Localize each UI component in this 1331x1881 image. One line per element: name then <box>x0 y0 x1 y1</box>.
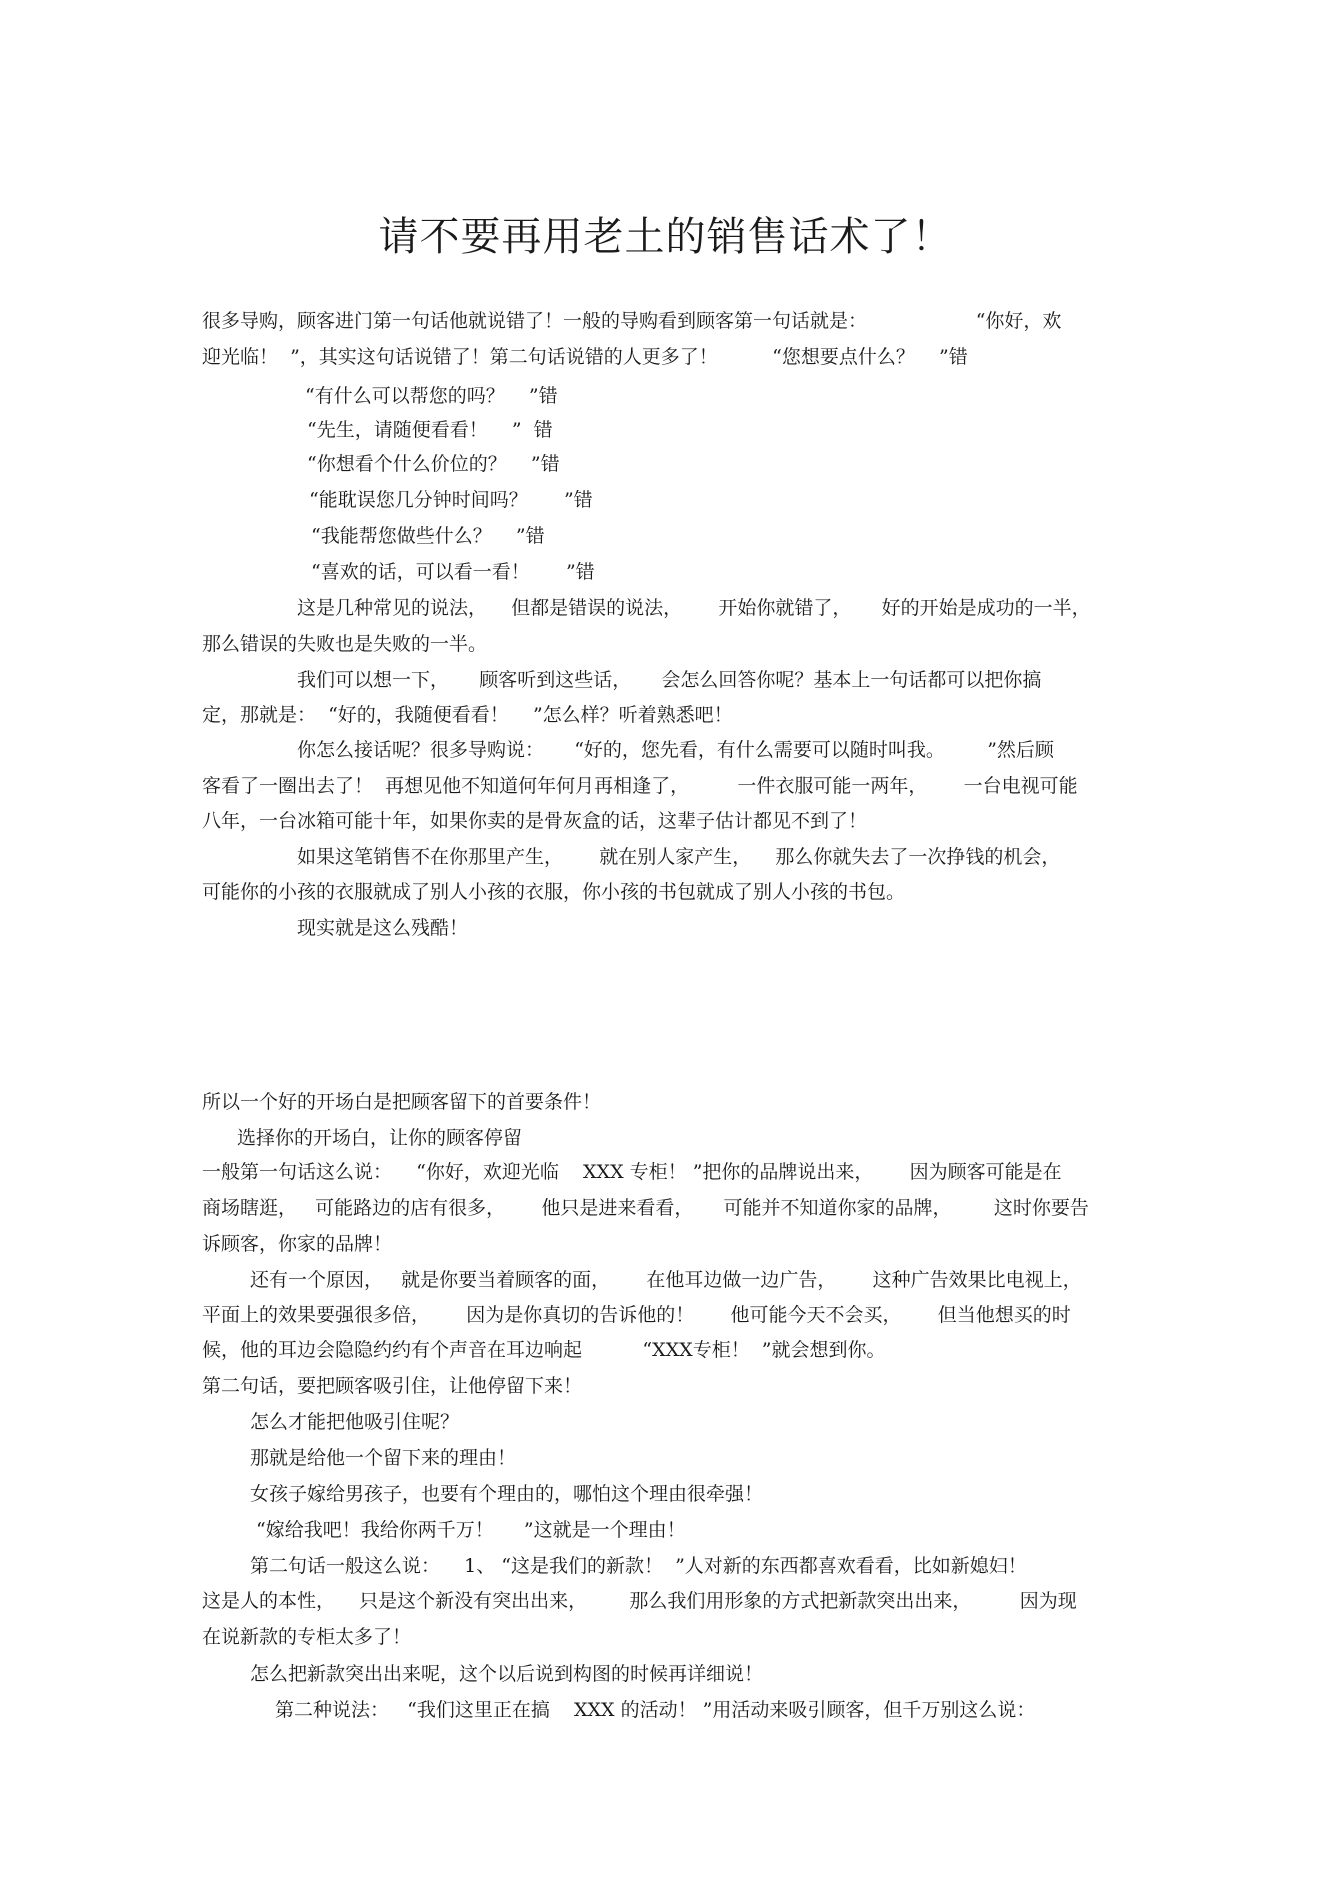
paragraph-line: 第二句话，要把顾客吸引住，让他停留下来！ <box>202 1375 583 1397</box>
paragraph-line: “你想看个什么价位的？ ”错 <box>307 453 560 475</box>
paragraph-line: 所以一个好的开场白是把顾客留下的首要条件！ <box>202 1091 602 1113</box>
paragraph-line: 我们可以想一下， 顾客听到这些话， 会怎么回答你呢？基本上一句话都可以把你搞 <box>297 669 1042 691</box>
paragraph-line: 这是人的本性， 只是这个新没有突出出来， 那么我们用形象的方式把新款突出出来， 因为现 <box>202 1590 1077 1612</box>
paragraph-line: 你怎么接话呢？很多导购说： “好的，您先看，有什么需要可以随时叫我。 ”然后顾 <box>297 739 1054 761</box>
document-title: 请不要再用老土的销售话术了！ <box>378 214 953 260</box>
paragraph-line: 很多导购，顾客进门第一句话他就说错了！一般的导购看到顾客第一句话就是： “你好，欢 <box>202 310 1062 332</box>
paragraph-line: “喜欢的话，可以看一看！ ”错 <box>311 561 595 583</box>
paragraph-line: 一般第一句话这么说： “你好，欢迎光临 XXX 专柜！ ”把你的品牌说出来， 因为顾客可能是在 <box>202 1161 1062 1183</box>
paragraph-line: 商场瞎逛， 可能路边的店有很多， 他只是进来看看， 可能并不知道你家的品牌， 这时你要告 <box>202 1197 1089 1219</box>
paragraph-line: 候，他的耳边会隐隐约约有个声音在耳边响起 “XXX专柜！ ”就会想到你。 <box>202 1339 886 1361</box>
paragraph-line: 迎光临！ ”，其实这句话说错了！第二句话说错的人更多了！ “您想要点什么？ ”错 <box>202 346 968 368</box>
paragraph-line: 怎么才能把他吸引住呢？ <box>250 1411 460 1433</box>
paragraph-line: 诉顾客，你家的品牌！ <box>202 1233 393 1255</box>
paragraph-line: 平面上的效果要强很多倍， 因为是你真切的告诉他的！ 他可能今天不会买， 但当他想买的时 <box>202 1304 1071 1326</box>
paragraph-line: “能耽误您几分钟时间吗？ ”错 <box>309 489 593 511</box>
paragraph-line: 那就是给他一个留下来的理由！ <box>250 1447 517 1469</box>
paragraph-line: “我能帮您做些什么？ ”错 <box>311 525 545 547</box>
paragraph-line: “嫁给我吧！我给你两千万！ ”这就是一个理由！ <box>256 1519 686 1541</box>
paragraph-line: 可能你的小孩的衣服就成了别人小孩的衣服，你小孩的书包就成了别人小孩的书包。 <box>202 881 906 903</box>
paragraph-line: “有什么可以帮您的吗？ ”错 <box>305 385 558 407</box>
paragraph-line: “先生，请随便看看！ ” 错 <box>307 419 553 441</box>
paragraph-line: 还有一个原因， 就是你要当着顾客的面， 在他耳边做一边广告， 这种广告效果比电视上， <box>250 1269 1082 1291</box>
paragraph-line: 客看了一圈出去了！ 再想见他不知道何年何月再相逢了， 一件衣服可能一两年， 一台电视可能 <box>202 775 1078 797</box>
paragraph-line: 在说新款的专柜太多了！ <box>202 1626 412 1648</box>
paragraph-line: 现实就是这么残酷！ <box>297 917 469 939</box>
paragraph-line: 这是几种常见的说法， 但都是错误的说法， 开始你就错了， 好的开始是成功的一半， <box>297 597 1091 619</box>
paragraph-line: 第二种说法： “我们这里正在搞 XXX 的活动！ ”用活动来吸引顾客，但千万别这么说： <box>275 1699 1036 1721</box>
paragraph-line: 如果这笔销售不在你那里产生， 就在别人家产生， 那么你就失去了一次挣钱的机会， <box>297 846 1061 868</box>
paragraph-line: 第二句话一般这么说： 1、 “这是我们的新款！ ”人对新的东西都喜欢看看，比如新媳妇！ <box>250 1555 1027 1577</box>
paragraph-line: 女孩子嫁给男孩子，也要有个理由的，哪怕这个理由很牵强！ <box>250 1483 764 1505</box>
paragraph-line: 怎么把新款突出出来呢，这个以后说到构图的时候再详细说！ <box>250 1663 764 1685</box>
paragraph-line: 选择你的开场白，让你的顾客停留 <box>237 1127 523 1149</box>
paragraph-line: 那么错误的失败也是失败的一半。 <box>202 633 488 655</box>
paragraph-line: 定，那就是： “好的，我随便看看！ ”怎么样？听着熟悉吧！ <box>202 704 733 726</box>
paragraph-line: 八年，一台冰箱可能十年，如果你卖的是骨灰盒的话，这辈子估计都见不到了！ <box>202 810 868 832</box>
